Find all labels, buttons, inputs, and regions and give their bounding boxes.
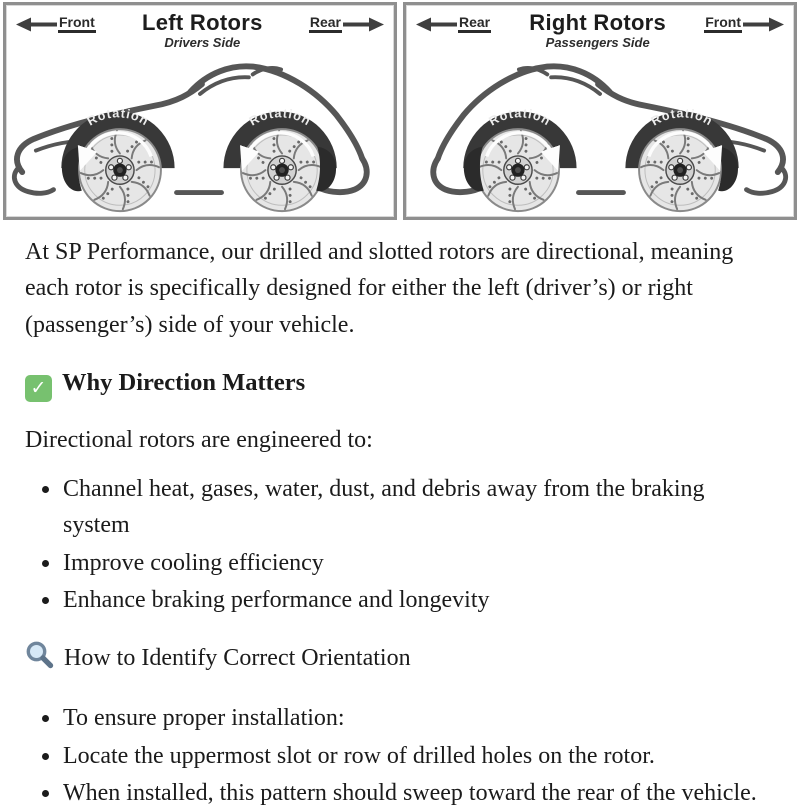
lead-paragraph: Directional rotors are engineered to:: [25, 427, 373, 454]
rotation-label: Rotation: [84, 106, 152, 129]
intro-paragraph: At SP Performance, our drilled and slotted rotors are directional, meaning each rotor is specifically designed for either the left (driver’s) or right (passenger’s) side of your vehicle.: [25, 239, 734, 338]
front-label: Front: [58, 15, 96, 33]
panel-subtitle: Drivers Side: [164, 35, 241, 51]
rear-label: Rear: [309, 15, 342, 33]
panel-title: Right Rotors: [529, 10, 667, 35]
section-heading-identify-orientation: [25, 640, 772, 676]
bullet-item: • To ensure proper installation:: [62, 700, 772, 736]
bullet-item: • Locate the uppermost slot or row of drilled holes on the rotor.: [62, 738, 772, 774]
bullet-item: • Improve cooling efficiency: [62, 545, 772, 581]
panel-subtitle: Passengers Side: [545, 35, 650, 51]
front-direction: [704, 15, 785, 33]
benefits-list: [25, 471, 772, 619]
panel-title-block: [491, 11, 704, 50]
right-car-diagram: [406, 49, 794, 217]
arrow-right-icon: [343, 16, 385, 33]
front-label: Front: [704, 15, 742, 33]
bullet-item: • Enhance braking performance and longevity: [62, 582, 772, 618]
bullet-item: • When installed, this pattern should sweep toward the rear of the vehicle.: [62, 775, 772, 811]
panel-title: Left Rotors: [141, 10, 263, 35]
arrow-left-icon: [15, 16, 57, 33]
magnifying-glass-icon: [25, 640, 54, 669]
arrow-right-icon: [743, 16, 785, 33]
orientation-steps-list: [25, 700, 772, 811]
rear-label: Rear: [458, 15, 491, 33]
front-direction: [15, 15, 96, 33]
panel-header: [406, 5, 794, 50]
rear-direction: [415, 15, 491, 33]
rotation-label: Rotation: [246, 106, 314, 129]
rotor-direction-figure: [0, 0, 800, 220]
rotation-label: Rotation: [648, 106, 716, 129]
arrow-left-icon: [415, 16, 457, 33]
section-heading-text: How to Identify Correct Orientation: [64, 644, 411, 671]
rotation-label: Rotation: [486, 106, 554, 129]
left-car-diagram: [6, 49, 394, 217]
left-rotors-panel: [3, 2, 397, 220]
article: [0, 220, 800, 812]
panel-header: [6, 5, 394, 50]
bullet-item: • Channel heat, gases, water, dust, and debris away from the braking system: [62, 471, 772, 544]
panel-title-block: [96, 11, 309, 50]
rear-direction: [309, 15, 385, 33]
check-mark-icon: ✓: [25, 375, 52, 402]
section-heading-text: Why Direction Matters: [62, 369, 306, 397]
section-heading-why-direction-matters: [25, 364, 772, 402]
right-rotors-panel: [403, 2, 797, 220]
